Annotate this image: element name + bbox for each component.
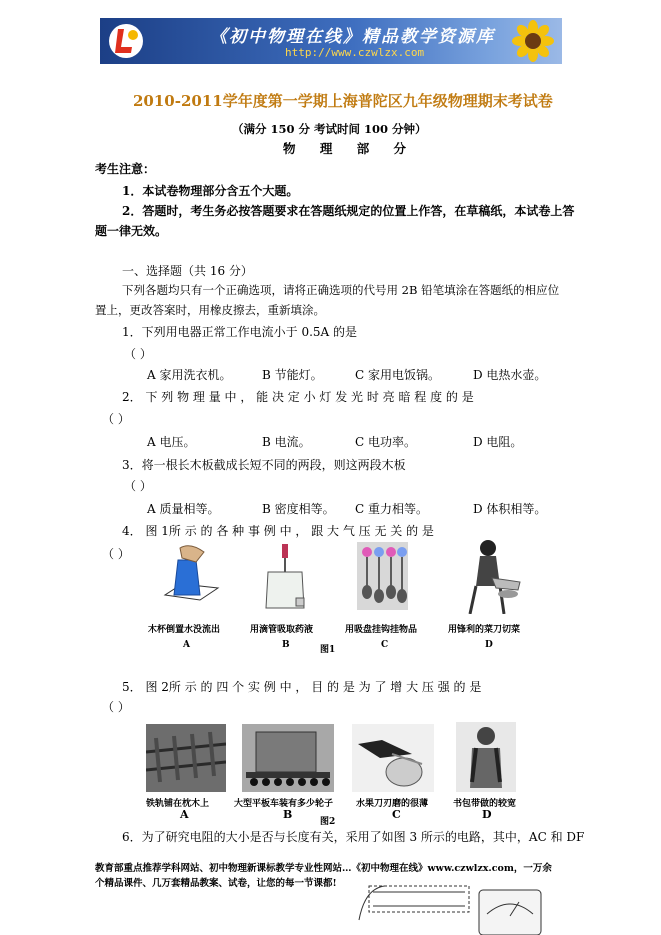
suction-hooks-image bbox=[355, 540, 410, 612]
railway-track-image bbox=[146, 724, 226, 792]
q2-option-a: A 电压。 bbox=[147, 435, 196, 449]
q5-answer-paren: （ ） bbox=[102, 700, 130, 714]
q4-letter-a: A bbox=[183, 640, 190, 650]
q3-option-b: B 密度相等。 bbox=[262, 502, 335, 516]
q4-figure-label: 图1 bbox=[320, 645, 336, 655]
q5-figure-label: 图2 bbox=[320, 817, 336, 827]
q4-stem: 4． 图 1所 示 的 各 种 事 例 中 ， 跟 大 气 压 无 关 的 是 bbox=[122, 524, 434, 538]
q2-option-d: D 电阻。 bbox=[473, 435, 523, 449]
q1-stem: 1．下列用电器正常工作电流小于 0.5A 的是 bbox=[122, 325, 358, 339]
q6-stem: 6．为了研究电阻的大小是否与长度有关，采用了如图 3 所示的电路，其中，AC 和 DF bbox=[122, 830, 585, 844]
dropper-bottle-image bbox=[260, 542, 310, 612]
q4-caption-b: 用滴管吸取药液 bbox=[250, 625, 314, 635]
notice-heading: 考生注意： bbox=[95, 162, 156, 176]
q5-stem: 5． 图 2所 示 的 四 个 实 例 中 ， 目 的 是 为 了 增 大 压 强 的 是 bbox=[122, 680, 482, 694]
q3-option-a: A 质量相等。 bbox=[147, 502, 220, 516]
site-banner bbox=[100, 18, 562, 64]
q1-option-b: B 节能灯。 bbox=[262, 368, 323, 382]
q4-letter-c: C bbox=[381, 640, 389, 650]
q3-stem: 3．将一根长木板截成长短不同的两段，则这两段木板 bbox=[122, 458, 406, 472]
q2-option-c: C 电功率。 bbox=[355, 435, 416, 449]
q1-option-c: C 家用电饭锅。 bbox=[355, 368, 440, 382]
part1-heading: 一、选择题（共 16 分） bbox=[122, 264, 253, 278]
footer-line-2: 个精品课件、几万套精品教案、试卷，让您的每一节课都! bbox=[95, 878, 337, 889]
q1-option-d: D 电热水壶。 bbox=[473, 368, 547, 382]
flatbed-truck-image bbox=[242, 724, 334, 792]
notice-item-1: 1．本试卷物理部分含五个大题。 bbox=[122, 184, 299, 198]
footer-line-1: 教育部重点推荐学科网站、初中物理新课标教学专业性网站…《初中物理在线》www.czwlzx.com，一万余 bbox=[95, 863, 552, 874]
notice-item-2a: 2．答题时，考生务必按答题要求在答题纸规定的位置上作答，在草稿纸，本试卷上答 bbox=[122, 204, 575, 218]
part1-instr-1: 下列各题均只有一个正确选项，请将正确选项的代号用 2B 铅笔填涂在答题纸的相应位 bbox=[122, 283, 560, 297]
banner-url[interactable]: http://www.czwlzx.com bbox=[285, 46, 425, 59]
school-bag-image bbox=[456, 722, 516, 792]
q1-option-a: A 家用洗衣机。 bbox=[147, 368, 232, 382]
fruit-knife-image bbox=[352, 724, 434, 792]
q2-option-b: B 电流。 bbox=[262, 435, 311, 449]
q5-caption-a: 铁轨铺在枕木上 bbox=[146, 799, 210, 809]
section-title: 物 理 部 分 bbox=[283, 141, 417, 156]
q2-stem: 2． 下 列 物 理 量 中 ， 能 决 定 小 灯 发 光 时 亮 暗 程 度 的 是 bbox=[122, 390, 474, 404]
q4-answer-paren: （ ） bbox=[102, 547, 130, 561]
inverted-cup-image bbox=[160, 540, 220, 610]
q4-caption-c: 用吸盘挂钩挂物品 bbox=[345, 625, 418, 635]
q2-answer-paren: （ ） bbox=[102, 412, 130, 426]
circuit-diagram-image bbox=[355, 880, 555, 935]
exam-subtitle: （满分 150 分 考试时间 100 分钟） bbox=[232, 122, 427, 136]
exam-title: 2010-2011学年度第一学期上海普陀区九年级物理期末考试卷 bbox=[133, 92, 553, 110]
part1-instr-2: 置上，更改答案时，用橡皮擦去，重新填涂。 bbox=[95, 303, 325, 317]
q3-answer-paren: （ ） bbox=[124, 479, 152, 493]
banner-title: 《初中物理在线》精品教学资源库 bbox=[210, 27, 495, 47]
q5-letter-c: C bbox=[392, 808, 401, 821]
q3-option-d: D 体积相等。 bbox=[473, 502, 547, 516]
q5-caption-b: 大型平板车装有多少轮子 bbox=[234, 799, 334, 809]
q4-letter-d: D bbox=[485, 640, 493, 650]
q5-letter-a: A bbox=[180, 808, 189, 821]
q5-caption-c: 水果刀刃磨的很薄 bbox=[356, 799, 429, 809]
notice-item-2b: 题一律无效。 bbox=[95, 224, 168, 238]
q3-option-c: C 重力相等。 bbox=[355, 502, 428, 516]
site-logo-icon bbox=[108, 23, 144, 59]
q4-caption-d: 用锋利的菜刀切菜 bbox=[448, 625, 521, 635]
q5-letter-d: D bbox=[482, 808, 492, 821]
q4-caption-a: 木杯倒置水没流出 bbox=[148, 625, 221, 635]
q5-caption-d: 书包带做的较宽 bbox=[453, 799, 517, 809]
q1-answer-paren: （ ） bbox=[124, 347, 152, 361]
q4-letter-b: B bbox=[282, 640, 290, 650]
q5-letter-b: B bbox=[283, 808, 293, 821]
knife-cutting-image bbox=[452, 538, 522, 614]
sunflower-icon bbox=[508, 20, 558, 62]
